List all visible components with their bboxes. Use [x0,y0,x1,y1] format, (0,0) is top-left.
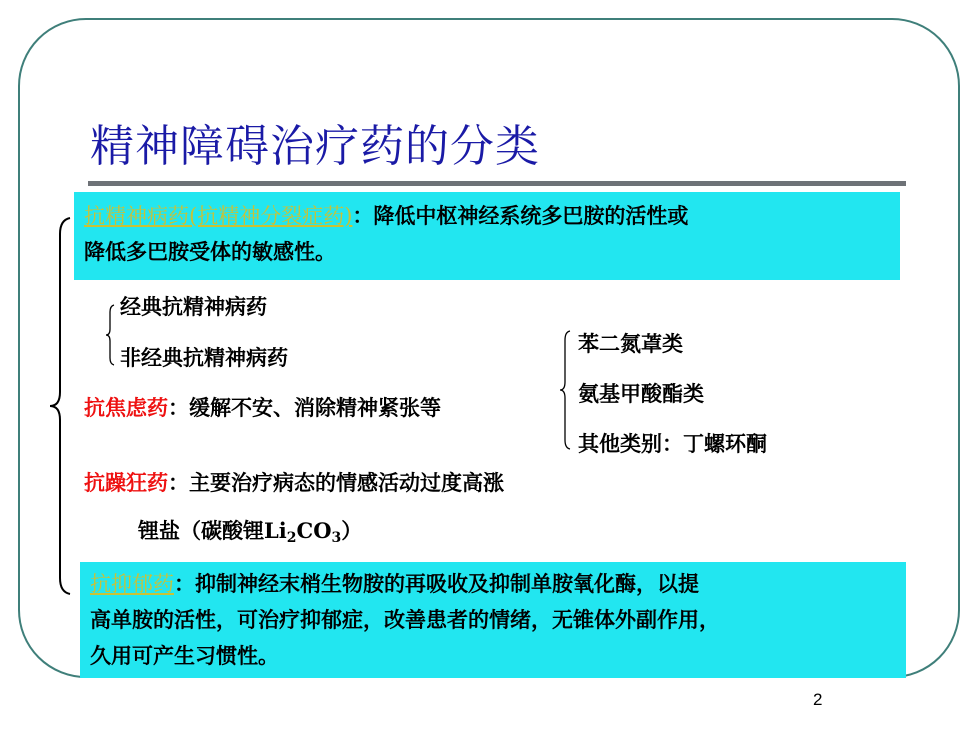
antipsychotic-link[interactable]: 抗精神病药(抗精神分裂症药) [84,204,353,228]
lithium-prefix: 锂盐（碳酸锂Li [138,518,287,543]
main-brace [46,216,76,596]
antidepressant-desc-2: 高单胺的活性，可治疗抑郁症，改善患者的情绪，无锥体外副作用， [90,607,720,632]
antimanic-desc: ：主要治疗病态的情感活动过度高涨 [168,470,504,495]
anxiolytic-type-carbamate: 氨基甲酸酯类 [578,381,704,406]
antipsychotic-type-classic: 经典抗精神病药 [120,294,267,319]
lithium-sub-2: 3 [331,530,342,546]
antimanic-line [84,467,504,497]
antimanic-name: 抗躁狂药 [84,470,168,495]
lithium-suffix: ） [341,518,363,543]
page-number: 2 [813,690,823,709]
anxiolytic-desc: ：缓解不安、消除精神紧张等 [168,395,441,420]
antipsychotic-line-1 [84,198,890,234]
anxiolytic-line [84,392,441,422]
antidepressant-desc-1: ：抑制神经末梢生物胺的再吸收及抑制单胺氧化酶，以提 [174,571,699,596]
antidepressant-link[interactable]: 抗抑郁药 [90,572,174,596]
slide-title: 精神障碍治疗药的分类 [90,121,540,172]
antipsychotic-desc-1: ：降低中枢神经系统多巴胺的活性或 [352,203,689,228]
antipsychotic-type-atypical: 非经典抗精神病药 [120,345,288,370]
antipsychotic-desc-2: 降低多巴胺受体的敏感性。 [84,239,336,264]
anxiolytic-type-benzodiazepine: 苯二氮䓬类 [578,331,683,356]
lithium-line [138,515,362,546]
title-divider [88,181,906,186]
antipsychotic-types-brace [104,304,116,366]
antidepressant-line-1 [90,566,896,602]
antidepressant-box [80,562,906,678]
anxiolytic-name: 抗焦虑药 [84,395,168,420]
anxiolytic-types-brace [558,330,572,450]
lithium-sub-1: 2 [286,530,297,546]
anxiolytic-type-other: 其他类别：丁螺环酮 [578,431,767,456]
lithium-mid: CO [296,518,332,543]
antipsychotic-box [74,192,900,280]
antidepressant-desc-3: 久用可产生习惯性。 [90,643,279,668]
